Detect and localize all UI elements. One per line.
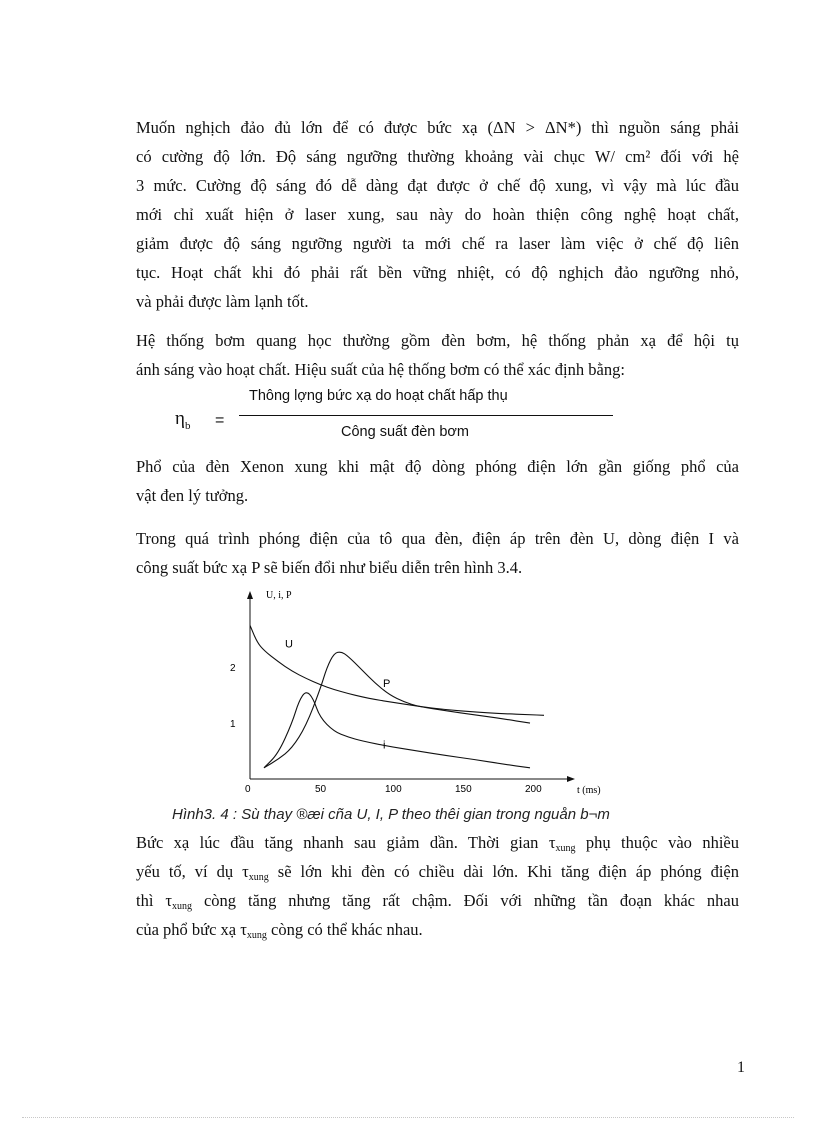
text-run: còng tăng nhưng tăng rất chậm. Đối với những tần đoạn khác nhau	[192, 891, 739, 910]
text-run: Bức xạ lúc đầu tăng nhanh sau giảm dần. Thời gian τ	[136, 833, 556, 852]
paragraph-1	[136, 113, 739, 316]
text-line: 3 mức. Cường độ sáng đó dễ dàng đạt được ở chế độ xung, vì vậy mà lúc đầu	[136, 176, 739, 195]
y-axis-arrow	[247, 591, 253, 599]
efficiency-formula	[175, 388, 625, 448]
paragraph-3	[136, 452, 739, 510]
text-line: Muốn nghịch đảo đủ lớn để có được bức xạ (ΔN > ΔN*) thì nguồn sáng phải	[136, 118, 739, 137]
x-tick-label: 150	[455, 784, 472, 795]
text-line: và phải được làm lạnh tốt.	[136, 292, 309, 311]
figure-3-4-chart	[212, 585, 612, 800]
text-run: thì τ	[136, 891, 172, 910]
text-line: tục. Hoạt chất khi đó phải rất bền vững nhiệt, có độ nghịch đảo ngưỡng nhỏ,	[136, 263, 739, 282]
tau-subscript: xung	[555, 843, 576, 854]
formula-symbol	[175, 408, 190, 432]
text-run: phụ thuộc vào nhiều	[575, 833, 740, 852]
y-axis-label: U, i, P	[266, 590, 292, 601]
x-tick-label: 100	[385, 784, 402, 795]
paragraph-2	[136, 326, 739, 384]
text-line	[136, 886, 739, 915]
y-tick-label: 1	[230, 719, 236, 731]
x-axis-arrow	[567, 776, 575, 782]
text-line	[136, 828, 739, 857]
text-line: công suất bức xạ P sẽ biến đổi như biểu diễn trên hình 3.4.	[136, 558, 523, 577]
x-axis-label: t (ms)	[577, 785, 601, 796]
fraction-bar	[239, 415, 613, 416]
page-number: 1	[737, 1059, 745, 1076]
text-run: sẽ lớn khi đèn có chiều dài lớn. Khi tăng điện áp phóng điện	[268, 862, 740, 881]
tau-subscript: xung	[246, 930, 267, 941]
tau-subscript: xung	[248, 872, 269, 883]
x-tick-label: 0	[245, 784, 251, 795]
text-line: mới chỉ xuất hiện ở laser xung, sau này do hoàn thiện công nghệ hoạt chất,	[136, 205, 739, 224]
series-line-U	[250, 625, 544, 715]
series-line-i	[264, 693, 530, 768]
text-run: của phổ bức xạ τ	[136, 920, 247, 939]
text-line: ánh sáng vào hoạt chất. Hiệu suất của hệ thống bơm có thể xác định bằng:	[136, 360, 625, 379]
series-label-i: i	[383, 739, 386, 752]
formula-subscript: b	[184, 419, 191, 432]
text-run: còng có thể khác nhau.	[266, 920, 423, 939]
figure-caption: Hình3. 4 : Sù thay ®æi cña U, I, P theo thêi gian trong nguån b¬m	[172, 806, 610, 823]
text-line: Phổ của đèn Xenon xung khi mật độ dòng phóng điện lớn gần giống phổ của	[136, 457, 739, 476]
text-line	[136, 857, 739, 886]
series-label-U: U	[285, 638, 293, 651]
series-line-P	[264, 652, 530, 768]
text-run: yếu tố, ví dụ τ	[136, 862, 249, 881]
paragraph-5	[136, 828, 739, 944]
formula-numerator: Thông lợng bức xạ do hoạt chất hấp thụ	[249, 388, 508, 404]
x-tick-label: 50	[315, 784, 327, 795]
formula-denominator: Công suất đèn bơm	[341, 424, 470, 440]
paragraph-4	[136, 524, 739, 582]
page-footer-divider	[22, 1117, 794, 1118]
text-line	[136, 915, 739, 944]
text-line: có cường độ lớn. Độ sáng ngưỡng thường khoảng vài chục W/ cm² đối với hệ	[136, 147, 739, 166]
text-line: Trong quá trình phóng điện của tô qua đèn, điện áp trên đèn U, dòng điện I và	[136, 529, 739, 548]
text-line: vật đen lý tưởng.	[136, 486, 249, 505]
text-line: Hệ thống bơm quang học thường gồm đèn bơm, hệ thống phản xạ để hội tụ	[136, 331, 739, 350]
formula-eta: η	[175, 408, 185, 429]
formula-equals: =	[215, 412, 225, 429]
text-line: giảm được độ sáng ngưỡng người ta mới chế ra laser làm việc ở chế độ liên	[136, 234, 739, 253]
series-label-P: P	[383, 677, 391, 690]
tau-subscript: xung	[172, 901, 192, 912]
x-tick-label: 200	[525, 784, 542, 795]
y-tick-label: 2	[230, 663, 236, 675]
